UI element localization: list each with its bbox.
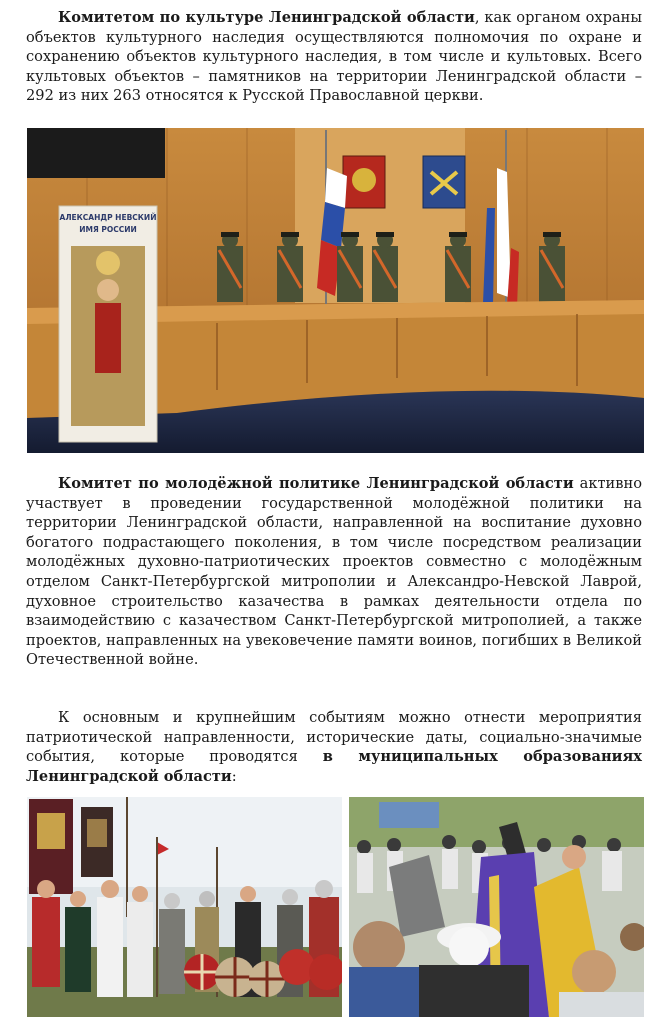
assembly-hall-illustration [27,128,644,453]
banner-title-line2: ИМЯ РОССИИ [79,225,137,234]
events-paragraph [26,708,642,786]
events-end: : [231,767,237,785]
intro-paragraph [26,8,642,106]
youth-paragraph [26,474,642,670]
ceremony-illustration [349,797,644,1017]
banner-title-line1: АЛЕКСАНДР НЕВСКИЙ [59,213,157,222]
youth-text: активно участвует в проведении государственной молодёжной политики на территории Ленинградской области, направленной на воспитание духовно богатого подрастающего поколения, в том числе посредством реализации молодёжных духовно-патриотических проектов совместно с молодёжным отделом Санкт-Петербургской митрополии и Александро-Невской Лаврой, духовное строительство казачества в рамках деятельности отдела по взаимодействию с казачеством Санкт-Петербургской митрополией, а также проектов, направленных на увековечение памяти воинов, погибших в Великой Отечественной войне. [26,475,642,669]
reenactment-photo [27,797,342,1017]
youth-bold-lead: Комитет по молодёжной политике Ленинградской области [58,475,574,492]
intro-text: , как органом охраны объектов культурного наследия осуществляются полномочия по охране и сохранению объектов культурного наследия, в том числе и культовых. Всего культовых объектов – памятников на территории Ленинградской области – 292 из них 263 относятся к Русской Православной церкви. [26,9,642,105]
reenactment-illustration [27,797,342,1017]
events-bold-tail: в муниципальных образованиях Ленинградской области [26,748,642,785]
intro-bold-lead: Комитетом по культуре Ленинградской области [58,9,475,26]
events-text: К основным и крупнейшим событиям можно отнести мероприятия патриотической направленности, исторические даты, социально-значимые события, которые проводятся [26,709,642,766]
assembly-hall-photo [27,128,644,453]
ceremony-photo [349,797,644,1017]
